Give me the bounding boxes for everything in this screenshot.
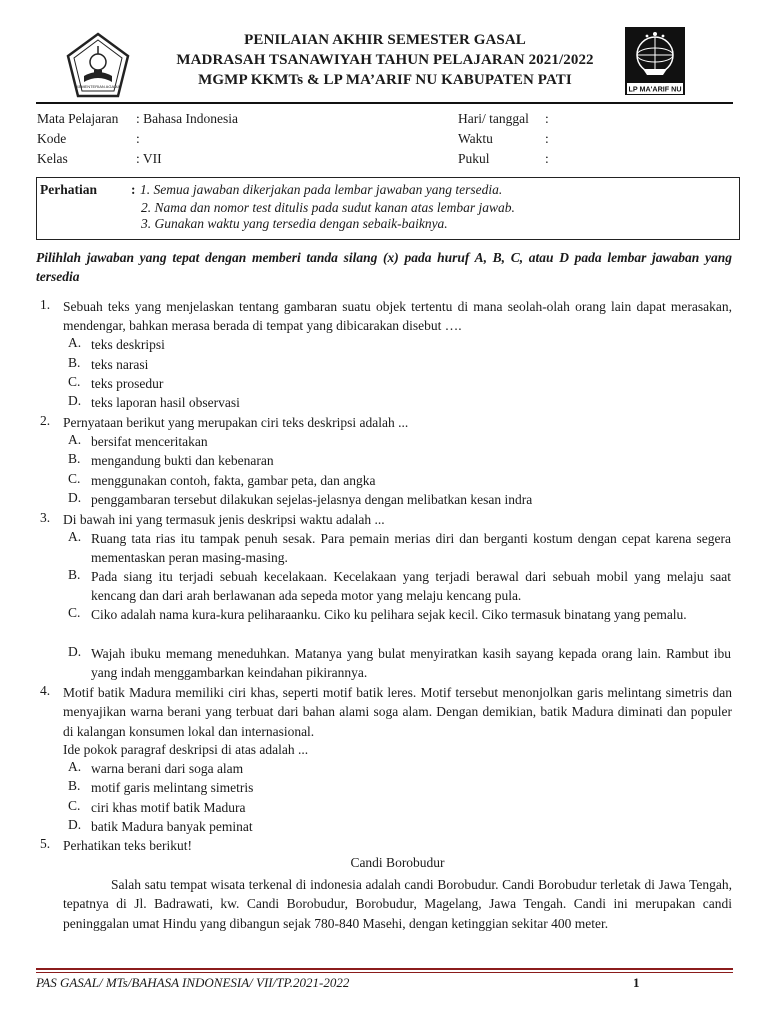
option-letter: C. (68, 471, 81, 486)
option-letter: C. (68, 374, 81, 389)
kode-label: Kode (37, 131, 67, 146)
question-text: Pernyataan berikut yang merupakan ciri teks deskripsi adalah ... (63, 415, 409, 430)
question-text: Motif batik Madura memiliki ciri khas, seperti motif batik leres. Motif tersebut menonjolkan garis melintang simetris dan menyajikan warna berani yang terbuat dari bahan alami soga alam. Dengan demikian, batik Madura diminati dan populer di kalangan konsumen lokal dan internasional. (63, 685, 732, 739)
attention-note-1: 1. Semua jawaban dikerjakan pada lembar jawaban yang tersedia. (140, 182, 503, 197)
question-prompt: Ide pokok paragraf deskripsi di atas adalah ... (63, 742, 309, 757)
question-number: 3. (40, 510, 51, 525)
pukul-label: Pukul (458, 151, 490, 166)
pukul-value: : (545, 151, 549, 166)
question-text: Perhatikan teks berikut! (63, 838, 192, 853)
option-letter: D. (68, 490, 82, 505)
option-text: mengandung bukti dan kebenaran (91, 453, 274, 468)
kelas-label: Kelas (37, 151, 68, 166)
hari-value: : (545, 111, 549, 126)
option-letter: B. (68, 451, 81, 466)
question-number: 5. (40, 836, 51, 851)
option-letter: D. (68, 817, 82, 832)
footer-divider-thin (36, 972, 733, 973)
hari-label: Hari/ tanggal (458, 111, 529, 126)
option-text: teks prosedur (91, 376, 164, 391)
option-text: teks laporan hasil observasi (91, 395, 240, 410)
attention-colon: : (131, 182, 136, 197)
header-line-2: MADRASAH TSANAWIYAH TAHUN PELAJARAN 2021/2022 (176, 52, 594, 68)
footer-text: PAS GASAL/ MTs/BAHASA INDONESIA/ VII/TP.2021-2022 (36, 975, 350, 990)
option-letter: B. (68, 355, 81, 370)
waktu-value: : (545, 131, 549, 146)
footer-divider (36, 968, 733, 970)
option-letter: A. (68, 432, 82, 447)
option-letter: A. (68, 759, 82, 774)
question-number: 2. (40, 413, 51, 428)
instruction-text: Pilihlah jawaban yang tepat dengan memberi tanda silang (x) pada huruf A, B, C, atau D pada lembar jawaban yang tersedia (36, 250, 732, 284)
question-number: 4. (40, 683, 51, 698)
kemenag-logo-caption: KEMENTERIAN AGAMA (75, 84, 121, 89)
mapel-label: Mata Pelajaran (37, 111, 119, 126)
kode-value: : (136, 131, 140, 146)
mapel-value: : Bahasa Indonesia (136, 111, 238, 126)
lp-maarif-nu-logo-icon (625, 27, 685, 95)
option-letter: A. (68, 335, 82, 350)
option-text: bersifat menceritakan (91, 434, 208, 449)
option-text: warna berani dari soga alam (91, 761, 244, 776)
header-divider (36, 102, 733, 104)
option-text: teks deskripsi (91, 337, 165, 352)
passage-body: Salah satu tempat wisata terkenal di indonesia adalah candi Borobudur. Candi Borobudur terletak di Jawa Tengah, tepatnya di Jl. Badrawati, kw. Candi Borobudur, Borobudur, Magelang, Jawa Tengah. Candi ini merupakan candi peninggalan umat Hindu yang dibangun sejak 780-840 Masehi, dengan ketinggian sekitar 400 meter. (63, 877, 732, 931)
kelas-value: : VII (136, 151, 162, 166)
option-letter: B. (68, 778, 81, 793)
option-text: Ciko adalah nama kura-kura peliharaanku. Ciko ku pelihara sejak kecil. Ciko termasuk binatang yang pemalu. (91, 607, 687, 622)
attention-note-3: 3. Gunakan waktu yang tersedia dengan sebaik-baiknya. (141, 216, 448, 231)
option-letter: B. (68, 567, 81, 582)
kemenag-logo-icon (64, 32, 132, 100)
option-letter: C. (68, 798, 81, 813)
waktu-label: Waktu (458, 131, 493, 146)
question-text: Sebuah teks yang menjelaskan tentang gambaran suatu objek tertentu di mana seolah-olah orang lain dapat merasakan, mendengar, bahkan merasa berada di tempat yang dibicarakan disebut …. (63, 299, 732, 334)
option-text: penggambaran tersebut dilakukan sejelas-jelasnya dengan melibatkan kesan indra (91, 492, 533, 507)
option-text: batik Madura banyak peminat (91, 819, 253, 834)
header-line-3: MGMP KKMTs & LP MA’ARIF NU KABUPATEN PATI (198, 72, 572, 88)
option-letter: D. (68, 644, 82, 659)
question-text: Di bawah ini yang termasuk jenis deskripsi waktu adalah ... (63, 512, 385, 527)
page-number: 1 (633, 975, 640, 990)
lp-maarif-logo-text: LP MA'ARIF NU (628, 84, 682, 94)
header-line-1: PENILAIAN AKHIR SEMESTER GASAL (244, 32, 526, 48)
option-text: menggunakan contoh, fakta, gambar peta, dan angka (91, 473, 376, 488)
option-letter: A. (68, 529, 82, 544)
option-letter: D. (68, 393, 82, 408)
option-text: teks narasi (91, 357, 149, 372)
question-number: 1. (40, 297, 51, 312)
option-text: ciri khas motif batik Madura (91, 800, 246, 815)
option-letter: C. (68, 605, 81, 620)
attention-label: Perhatian (40, 182, 97, 197)
option-text: Ruang tata rias itu tampak penuh sesak. Para pemain merias diri dan berganti kostum dengan cepat karena segera mementaskan peran masing-masing. (91, 531, 731, 566)
option-text: Wajah ibuku memang meneduhkan. Matanya yang bulat menyiratkan kasih sayang kepada orang lain. Rambut ibu yang indah menggambarkan keindahan pikirannya. (91, 646, 731, 681)
passage-title: Candi Borobudur (350, 855, 445, 870)
option-text: Pada siang itu terjadi sebuah kecelakaan. Kecelakaan yang terjadi berawal dari sebuah mobil yang melaju saat kencang dan dari arah berlawanan ada sepeda motor yang melaju kencang pula. (91, 569, 731, 604)
attention-note-2: 2. Nama dan nomor test ditulis pada sudut kanan atas lembar jawab. (141, 200, 515, 215)
option-text: motif garis melintang simetris (91, 780, 254, 795)
